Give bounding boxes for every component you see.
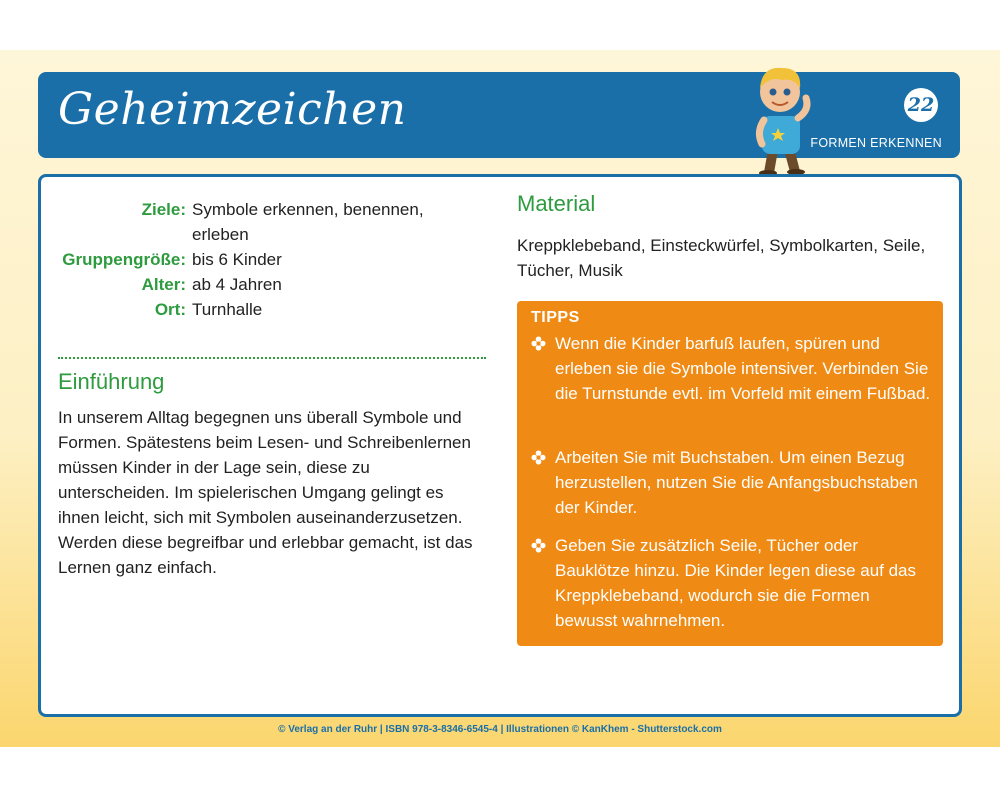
material-heading: Material [517,191,596,216]
tip-item [531,533,931,633]
tip-item [531,445,931,520]
tips-box [517,301,943,646]
goals-label: Ziele: [141,200,186,219]
group-size-value: bis 6 Kinder [192,250,282,269]
info-row-goals [58,197,478,247]
tip-text: Arbeiten Sie mit Buchstaben. Um einen Bezug herzustellen, nutzen Sie die Anfangsbuchstaben der Kinder. [555,448,918,517]
material-text: Kreppklebeband, Einsteckwürfel, Symbolkarten, Seile, Tücher, Musik [517,236,926,280]
page-title: Geheimzeichen [58,84,407,135]
tip-text: Wenn die Kinder barfuß laufen, spüren und erleben sie die Symbole intensiver. Verbinden Sie die Turnstunde evtl. im Vorfeld mit einem Fußbad. [555,334,931,403]
location-label: Ort: [154,300,186,319]
dotted-divider [58,357,486,359]
info-row-age [58,272,478,297]
flower-bullet-icon [531,450,546,465]
age-value: ab 4 Jahren [192,275,282,294]
card-number-badge: 22 [904,88,938,122]
copyright-footer: © Verlag an der Ruhr | ISBN 978-3-8346-6545-4 | Illustrationen © KanKhem - Shutterstock.com [278,724,722,735]
group-size-label: Gruppengröße: [62,250,186,269]
flower-bullet-icon [531,538,546,553]
age-label: Alter: [141,275,186,294]
flower-bullet-icon [531,336,546,351]
child-mascot-illustration [748,58,818,178]
tip-item [531,331,931,406]
tip-text: Geben Sie zusätzlich Seile, Tücher oder Bauklötze hinzu. Die Kinder legen diese auf das Kreppklebeband, wodurch sie die Formen bewusst wahrnehmen. [555,536,917,630]
category-label: FORMEN ERKENNEN [810,136,942,150]
header-bar [38,72,960,158]
content-card [38,174,962,717]
info-row-group-size [58,247,478,272]
tips-heading: TIPPS [531,309,580,326]
location-value: Turnhalle [192,300,263,319]
introduction-text: In unserem Alltag begegnen uns überall Symbole und Formen. Spätestens beim Lesen- und Schreibenlernen müssen Kinder in der Lage sein, diese zu unterscheiden. Im spielerischen Umgang gelingt es ihnen leicht, sich mit Symbolen auseinanderzusetzen. Werden diese begreifbar und erlebbar gemacht, ist das Lernen ganz einfach. [58,408,473,577]
activity-info [58,197,478,322]
goals-value: Symbole erkennen, benennen, erleben [192,200,424,244]
introduction-heading: Einführung [58,369,165,394]
info-row-location [58,297,478,322]
